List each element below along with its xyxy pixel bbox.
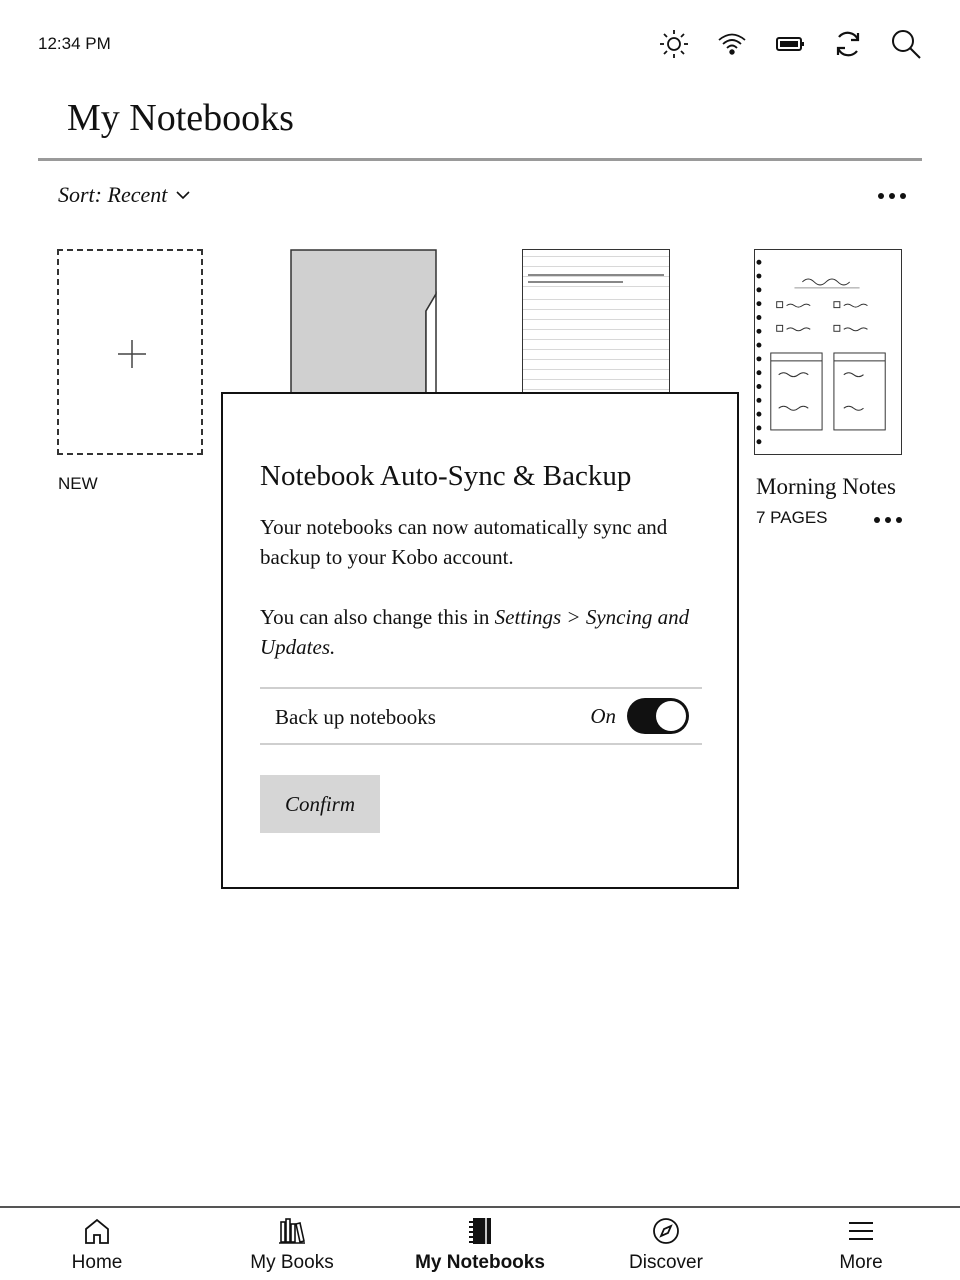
title-divider xyxy=(38,158,922,161)
notebook-cover-lined[interactable] xyxy=(522,249,670,394)
wifi-icon[interactable] xyxy=(716,28,748,60)
nav-my-books-label: My Books xyxy=(250,1252,334,1273)
nav-discover[interactable] xyxy=(571,1208,761,1280)
confirm-button[interactable]: Confirm xyxy=(260,775,380,833)
notebook-cover-planner[interactable] xyxy=(754,249,902,455)
sync-icon[interactable] xyxy=(832,28,864,60)
notebook-page-count: 7 PAGES xyxy=(756,508,828,527)
new-notebook-label: NEW xyxy=(58,474,98,493)
brightness-icon[interactable] xyxy=(658,28,690,60)
toggle-knob xyxy=(656,701,686,731)
chevron-down-icon xyxy=(175,189,191,201)
more-horizontal-icon xyxy=(876,184,908,208)
nav-discover-label: Discover xyxy=(629,1252,703,1273)
settings-path: Settings > Syncing and Updates. xyxy=(260,605,690,659)
nav-my-notebooks-label: My Notebooks xyxy=(415,1252,545,1273)
dialog-body: Your notebooks can now automatically sync and backup to your Kobo account. xyxy=(260,515,668,569)
backup-toggle-state: On xyxy=(590,704,616,728)
plus-icon xyxy=(117,339,147,369)
notebook-more-button[interactable] xyxy=(872,512,904,528)
more-options-button[interactable] xyxy=(876,184,908,208)
new-notebook-tile[interactable] xyxy=(57,249,203,455)
nav-my-books[interactable] xyxy=(197,1208,387,1280)
notebook-title[interactable]: Morning Notes xyxy=(756,474,896,499)
backup-toggle-row[interactable] xyxy=(260,687,702,745)
bottom-nav xyxy=(0,1208,960,1280)
settings-hint-prefix: You can also change this in xyxy=(260,605,495,629)
compass-icon xyxy=(651,1216,681,1246)
nav-more-label: More xyxy=(839,1252,883,1273)
sort-label: Sort: Recent xyxy=(58,182,168,207)
nav-home-label: Home xyxy=(71,1252,123,1273)
nav-my-notebooks[interactable] xyxy=(385,1208,575,1280)
notebook-cover-grey[interactable] xyxy=(290,249,437,394)
home-icon xyxy=(82,1216,112,1246)
more-horizontal-icon xyxy=(872,512,904,528)
dialog-title: Notebook Auto-Sync & Backup xyxy=(260,460,632,492)
backup-toggle-label: Back up notebooks xyxy=(275,705,436,729)
notebook-icon xyxy=(465,1216,495,1246)
status-icons xyxy=(658,28,922,60)
nav-home[interactable] xyxy=(2,1208,192,1280)
page-title: My Notebooks xyxy=(67,97,294,139)
dialog-settings-hint xyxy=(260,602,710,662)
battery-icon[interactable] xyxy=(774,28,806,60)
menu-icon xyxy=(846,1216,876,1246)
auto-sync-dialog xyxy=(221,392,739,889)
search-icon[interactable] xyxy=(890,28,922,60)
books-icon xyxy=(277,1216,307,1246)
sort-dropdown[interactable] xyxy=(58,182,191,208)
status-time: 12:34 PM xyxy=(38,34,111,53)
backup-toggle-switch[interactable] xyxy=(627,698,689,734)
nav-more[interactable] xyxy=(766,1208,956,1280)
